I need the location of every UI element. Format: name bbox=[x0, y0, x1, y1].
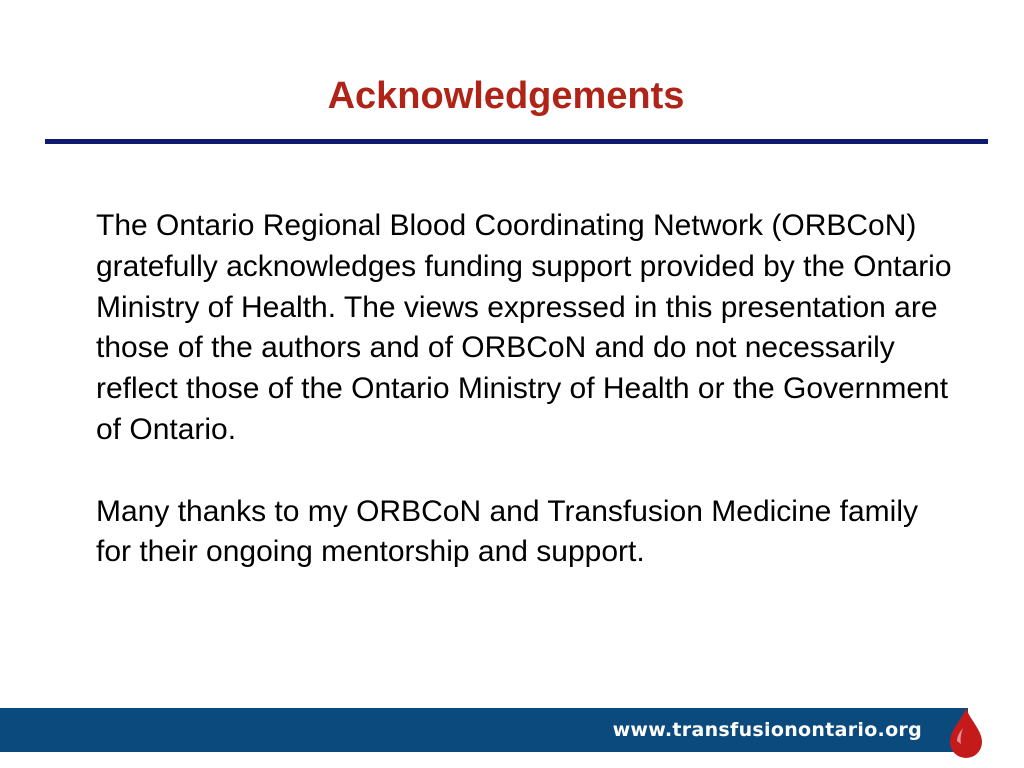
slide-title: Acknowledgements bbox=[327, 75, 685, 117]
footer-url: www.transfusionontario.org bbox=[612, 719, 922, 741]
blood-drop-icon bbox=[944, 706, 988, 760]
title-divider bbox=[45, 139, 988, 144]
blood-drop-shape bbox=[950, 708, 982, 758]
acknowledgement-paragraph: The Ontario Regional Blood Coordinating Network (ORBCoN) gratefully acknowledges funding support provided by the Ontario Ministry of Health. The views expressed in this presentation are those of the authors and of ORBCoN and do not necessarily reflect those of the Ontario Ministry of Health or the Government of Ontario. bbox=[96, 209, 952, 446]
thanks-paragraph: Many thanks to my ORBCoN and Transfusion Medicine family for their ongoing mentorship and support. bbox=[96, 494, 918, 569]
slide-body bbox=[96, 206, 956, 573]
